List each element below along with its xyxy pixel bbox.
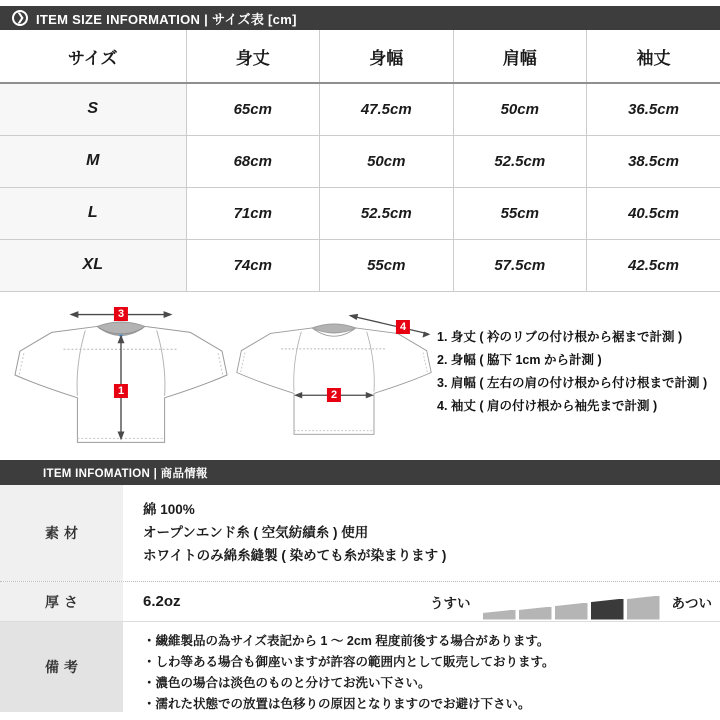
table-row-xl (0, 239, 720, 291)
item-info-table (0, 485, 720, 712)
thickness-bar (519, 607, 552, 620)
marker-3-shoulder: 3 (114, 307, 128, 321)
cell-value: 68cm (186, 135, 320, 187)
measure-note-4: 4. 袖丈 ( 肩の付け根から袖先まで計測 ) (437, 399, 658, 413)
thickness-bar (555, 603, 588, 620)
remarks-label: 備考 (0, 622, 123, 712)
info-section-header (0, 460, 720, 485)
cell-value: 38.5cm (587, 135, 720, 187)
cell-value: 50cm (320, 135, 454, 187)
remarks-content (123, 622, 720, 712)
thickness-scale-bars (483, 594, 660, 620)
chevron-right-circle-icon: ❯ (12, 10, 28, 26)
cell-value: 50cm (453, 83, 587, 135)
measure-note-1: 1. 身丈 ( 衿のリブの付け根から裾まで計測 ) (437, 330, 683, 344)
marker-1-length: 1 (114, 384, 128, 398)
measurement-diagrams (0, 300, 720, 455)
cell-value: 65cm (186, 83, 320, 135)
marker-4-sleeve: 4 (396, 320, 410, 334)
material-line: ホワイトのみ綿糸縫製 ( 染めても糸が染まります ) (143, 548, 447, 563)
cell-value: 42.5cm (587, 239, 720, 291)
thickness-content (123, 582, 720, 621)
measurement-notes (437, 326, 707, 418)
thickness-bar (483, 610, 516, 620)
remarks-line: ・繊維製品の為サイズ表記から 1 ～ 2cm 程度前後する場合があります。 (143, 634, 550, 648)
table-row-m (0, 135, 720, 187)
cell-value: 52.5cm (320, 187, 454, 239)
thickness-bar (627, 596, 660, 620)
thickness-label: 厚さ (0, 582, 123, 621)
thickness-value: 6.2oz (143, 593, 181, 610)
thickness-row (0, 582, 720, 622)
scale-min-label: うすい (430, 595, 471, 611)
col-header-body-length: 身丈 (186, 30, 320, 83)
cell-value: 71cm (186, 187, 320, 239)
cell-value: 57.5cm (453, 239, 587, 291)
material-label: 素材 (0, 485, 123, 581)
size-label: S (0, 83, 186, 135)
cell-value: 47.5cm (320, 83, 454, 135)
material-content (123, 485, 720, 581)
size-label: L (0, 187, 186, 239)
remarks-line: ・濡れた状態での放置は色移りの原因となりますのでお避け下さい。 (143, 697, 531, 711)
cell-value: 55cm (453, 187, 587, 239)
material-row (0, 485, 720, 582)
cell-value: 36.5cm (587, 83, 720, 135)
thickness-bar (591, 599, 624, 620)
info-section-title: ITEM INFOMATION | 商品情報 (43, 467, 208, 480)
scale-max-label: あつい (671, 595, 712, 611)
size-section-header (0, 6, 720, 30)
table-row-s (0, 83, 720, 135)
cell-value: 52.5cm (453, 135, 587, 187)
cell-value: 55cm (320, 239, 454, 291)
measure-note-3: 3. 肩幅 ( 左右の肩の付け根から付け根まで計測 ) (437, 376, 708, 390)
size-table (0, 30, 720, 292)
table-row-l (0, 187, 720, 239)
material-line: オープンエンド糸 ( 空気紡績糸 ) 使用 (143, 525, 369, 540)
remarks-line: ・濃色の場合は淡色のものと分けてお洗い下さい。 (143, 676, 431, 690)
cell-value: 40.5cm (587, 187, 720, 239)
col-header-shoulder-width: 肩幅 (453, 30, 587, 83)
cell-value: 74cm (186, 239, 320, 291)
marker-2-width: 2 (327, 388, 341, 402)
garment-front-drawing (12, 304, 230, 446)
remarks-line: ・しわ等ある場合も御座いますが許容の範囲内として販売しております。 (143, 655, 555, 669)
size-table-header-row (0, 30, 720, 83)
col-header-body-width: 身幅 (320, 30, 454, 83)
material-line: 綿 100% (143, 502, 195, 517)
garment-diagram-back (234, 308, 434, 438)
garment-diagram-front (12, 304, 230, 446)
col-header-size: サイズ (0, 30, 186, 83)
measure-note-2: 2. 身幅 ( 脇下 1cm から計測 ) (437, 353, 602, 367)
thickness-scale (430, 589, 712, 615)
size-label: XL (0, 239, 186, 291)
remarks-row (0, 622, 720, 712)
size-label: M (0, 135, 186, 187)
col-header-sleeve-length: 袖丈 (587, 30, 720, 83)
size-section-title: ITEM SIZE INFORMATION | サイズ表 [cm] (36, 11, 297, 27)
